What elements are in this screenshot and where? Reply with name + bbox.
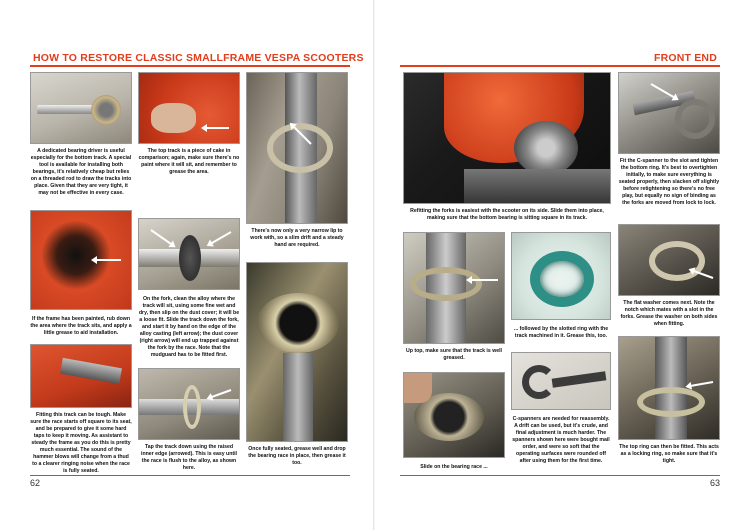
photo-fitting-track: [30, 344, 132, 408]
arrow-indicator: [150, 229, 174, 247]
stand-frame: [464, 169, 611, 204]
slotted-ring: [530, 251, 594, 307]
arrow-indicator: [208, 389, 231, 399]
photo-bearing-race: [403, 372, 505, 458]
driver-rod: [37, 105, 99, 114]
caption-r8: The top ring can then be fitted. This acts as a locking ring, so make sure that it's tight.: [619, 444, 719, 464]
photo-flat-washer: [618, 224, 720, 296]
caption-r6: Slide on the bearing race ...: [420, 464, 488, 470]
arrow-indicator: [208, 231, 232, 246]
photo-track-greased: [403, 232, 505, 344]
running-header: FRONT END: [653, 52, 717, 64]
page-number: 62: [30, 478, 41, 488]
caption-6: Fitting this track can be tough. Make sure the race starts off square to its seat, and be prepared to give it some hard taps to keep it moving. As assistant to steady the frame as you do this is pretty much essential. The sound of the hammer blows will change from a thud to a clearer ringing noise when the race is fully seated.: [30, 412, 132, 474]
caption-r3: Up top, make sure that the track is well greased.: [406, 348, 502, 361]
right-page: [375, 0, 750, 530]
hand: [151, 103, 196, 133]
photo-refitting-forks: [403, 72, 611, 204]
drift-tool: [60, 358, 122, 384]
caption-7: Tap the track down using the raised inner edge (arrowed). This is easy until the race is flush to the alloy, as shown here.: [141, 444, 237, 471]
photo-top-track: [138, 72, 240, 144]
running-header: HOW TO RESTORE CLASSIC SMALLFRAME VESPA SCOOTERS: [33, 52, 364, 64]
bearing-race: [257, 293, 339, 353]
driver-head: [91, 95, 121, 125]
c-spanner: [522, 365, 556, 399]
photo-slotted-ring: [511, 232, 611, 320]
dust-cover: [179, 235, 201, 281]
caption-4: If the frame has been painted, rub down the area where the track sits, and apply a little grease to aid installation.: [30, 316, 132, 336]
c-spanner: [552, 371, 607, 387]
header-rule: [30, 65, 350, 67]
page-number: 63: [709, 478, 720, 488]
race-ring: [183, 385, 201, 429]
caption-5: On the fork, clean the alloy where the track will sit, using some fine wet and dry, then slip on the dust cover; it will be a loose fit. Slide the track down the fork, and start it by hand on the edge of the alloy casting (left arrow); the dust cover (right arrow) will end up trapped against the fork by the race. Note that the mudguard has to be fitted first.: [138, 296, 240, 358]
caption-r2: Fit the C-spanner to the slot and tighten the bottom ring. It's best to overtighten initially, to make sure everything is seated properly, then slacken off slightly before retightening so there's no free play, but equally no sign of binding as the forks are moved from lock to lock.: [618, 158, 720, 206]
caption-2: The top track is a piece of cake in comparison; again, make sure there's no paint where it will sit, and remember to grease the area.: [138, 148, 240, 175]
photo-c-spanner-bottom: [618, 72, 720, 154]
photo-narrow-lip: [246, 72, 348, 224]
arrow-indicator: [93, 259, 121, 261]
caption-r7: C-spanners are needed for reassembly. A drift can be used, but it's crude, and final adjustment is much harder. The spanners shown here were bought mail order, and were so soft that the operating surfaces were rounded off after using them for the first time.: [512, 416, 610, 464]
hand: [404, 373, 432, 403]
photo-c-spanners: [511, 352, 611, 410]
caption-r4: ... followed by the slotted ring with the track machined in it. Grease this, too.: [513, 326, 609, 339]
fork-tube: [283, 353, 313, 442]
caption-3: There's now only a very narrow lip to work with, so a slim drift and a steady hand are required.: [250, 228, 344, 248]
footer-rule: [400, 475, 720, 476]
photo-seated-race: [246, 262, 348, 442]
caption-r1: Refitting the forks is easiest with the scooter on its side. Slide them into place, making sure that the bottom bearing is sitting square in its track.: [410, 208, 604, 221]
flat-washer: [649, 241, 705, 281]
photo-top-ring: [618, 336, 720, 440]
top-ring: [637, 387, 705, 417]
bottom-ring: [675, 99, 715, 139]
arrow-indicator: [203, 127, 229, 129]
track-ring: [410, 267, 482, 301]
header-rule: [400, 65, 720, 67]
arrow-indicator: [468, 279, 498, 281]
photo-frame-track: [30, 210, 132, 310]
caption-8: Once fully seated, grease well and drop the bearing race in place, then grease it too.: [248, 446, 346, 466]
footer-rule: [30, 475, 350, 476]
photo-bearing-driver: [30, 72, 132, 144]
wheel-hub: [514, 121, 578, 175]
photo-tap-track: [138, 368, 240, 440]
caption-r5: The flat washer comes next. Note the notch which mates with a slot in the forks. Grease the washer on both sides when fitting.: [620, 300, 718, 327]
photo-fork-dust-cover: [138, 218, 240, 290]
race-ring: [267, 123, 333, 173]
caption-1: A dedicated bearing driver is useful especially for the bottom track. A special tool is available for installing both bearings, it's relatively cheap but relies on a threaded rod to draw the tracks into place. Given that they are very tight, it may not be effective in every case.: [30, 148, 132, 196]
arrow-indicator: [687, 381, 713, 387]
